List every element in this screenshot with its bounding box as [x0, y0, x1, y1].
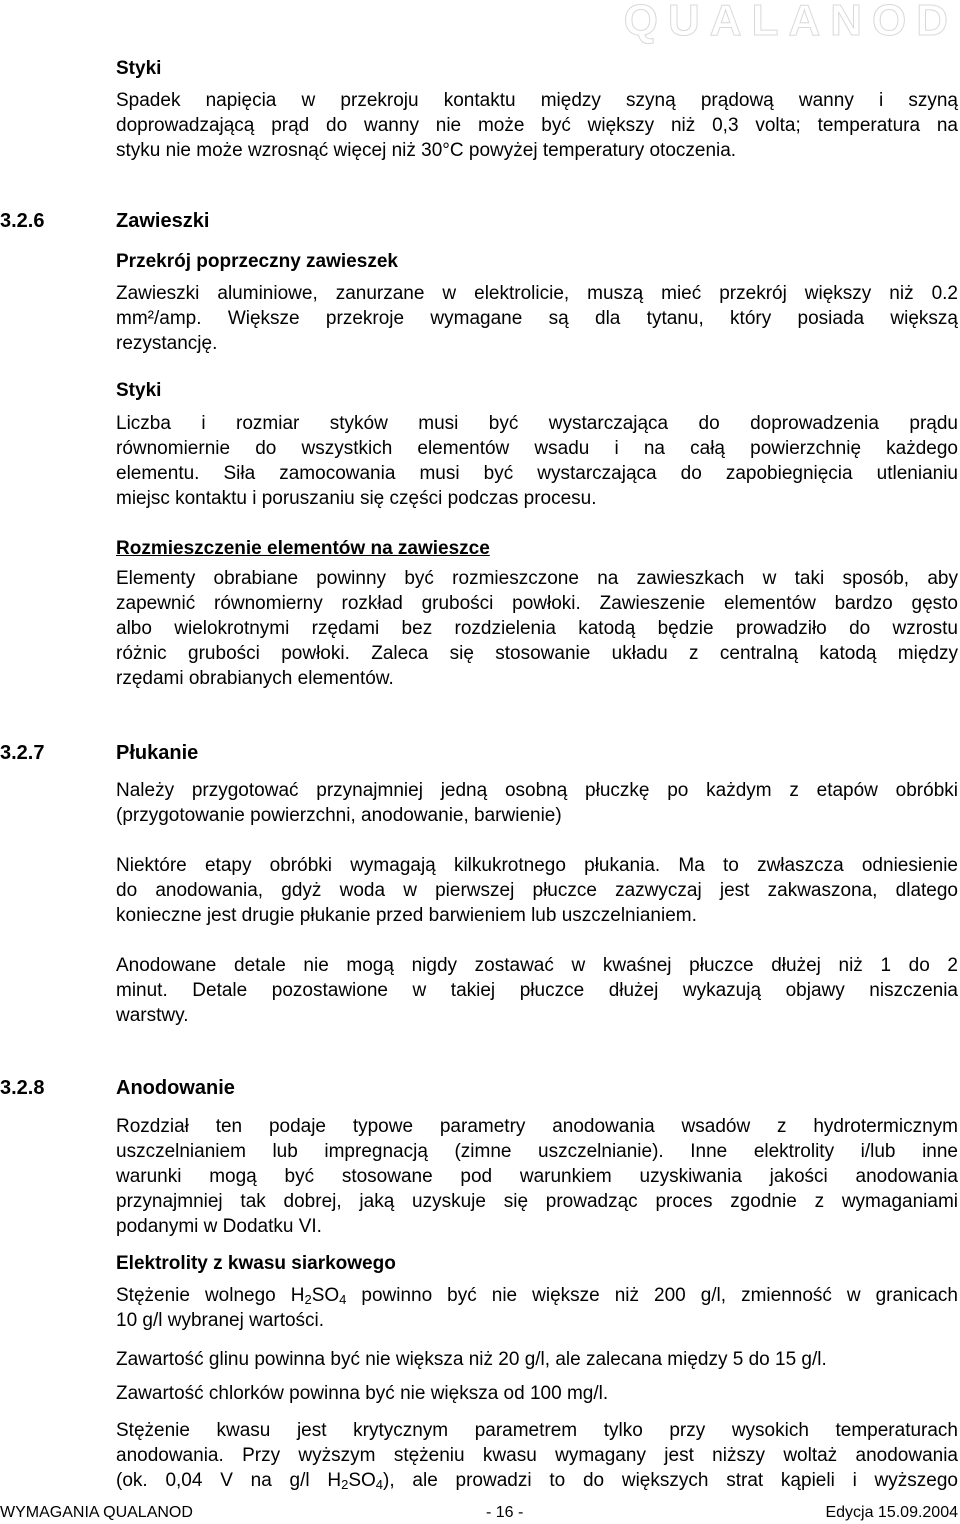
- subscript: 2: [304, 1292, 312, 1307]
- paragraph-line: Zawartość glinu powinna być nie większa niż 20 g/l, ale zalecana między 5 do 15 g/l.: [116, 1349, 827, 1370]
- styki-heading: Styki: [116, 58, 162, 79]
- paragraph-line: Niektóre etapy obróbki wymagają kilkukrotnego płukania. Ma to zwłaszcza odniesienie: [116, 855, 958, 876]
- page-footer: [0, 1502, 958, 1524]
- paragraph-line: minut. Detale pozostawione w takiej płuczce dłużej wykazują objawy niszczenia: [116, 980, 958, 1001]
- paragraph-line: elementu. Siła zamocowania musi być wystarczająca do zapobiegnięcia utlenianiu: [116, 463, 958, 484]
- section-title-plukanie: Płukanie: [116, 742, 199, 764]
- paragraph-line: styku nie może wzrosnąć więcej niż 30°C powyżej temperatury otoczenia.: [116, 140, 737, 161]
- paragraph-line: zapewnić równomierny rozkład grubości powłoki. Zawieszenie elementów bardzo gęsto: [116, 593, 958, 614]
- paragraph-line: uszczelnianiem lub impregnacją (zimne uszczelnianie). Inne elektrolity i/lub inne: [116, 1141, 958, 1162]
- section-title-anodowanie: Anodowanie: [116, 1077, 235, 1099]
- subheading-rozmieszczenie: Rozmieszczenie elementów na zawieszce: [116, 538, 490, 559]
- paragraph-line: Zawieszki aluminiowe, zanurzane w elektrolicie, muszą mieć przekrój większy niż 0.2: [116, 283, 958, 304]
- text-fragment: SO: [311, 1285, 340, 1306]
- paragraph-line: mm²/amp. Większe przekroje wymagane są dla tytanu, który posiada większą: [116, 308, 958, 329]
- paragraph-line: Anodowane detale nie mogą nigdy zostawać w kwaśnej płuczce dłużej niż 1 do 2: [116, 955, 958, 976]
- paragraph-line: Spadek napięcia w przekroju kontaktu między szyną prądową wanny i szyną: [116, 90, 958, 111]
- footer-left: WYMAGANIA QUALANOD: [0, 1504, 193, 1521]
- section-title-zawieszki: Zawieszki: [116, 210, 210, 232]
- paragraph-line: (przygotowanie powierzchni, anodowanie, barwienie): [116, 805, 562, 826]
- styki-heading-2: Styki: [116, 380, 162, 401]
- text-fragment: (ok. 0,04 V na g/l H: [116, 1470, 342, 1491]
- subscript: 2: [341, 1477, 349, 1492]
- subheading-przekroj: Przekrój poprzeczny zawieszek: [116, 251, 398, 272]
- paragraph-line: Elementy obrabiane powinny być rozmieszczone na zawieszkach w taki sposób, aby: [116, 568, 958, 589]
- section-number-328: 3.2.8: [0, 1077, 45, 1099]
- paragraph-line: doprowadzającą prąd do wanny nie może być większy niż 0,3 volta; temperatura na: [116, 115, 958, 136]
- text-fragment: SO: [348, 1470, 376, 1491]
- subheading-elektrolity: Elektrolity z kwasu siarkowego: [116, 1253, 396, 1274]
- subscript: 4: [339, 1292, 347, 1307]
- paragraph-line: Należy przygotować przynajmniej jedną osobną płuczkę po każdym z etapów obróbki: [116, 780, 958, 801]
- paragraph-line: przynajmniej tak dobrej, jaką uzyskuje się prowadząc proces zgodnie z wymaganiami: [116, 1191, 958, 1212]
- paragraph-line: konieczne jest drugie płukanie przed barwieniem lub uszczelnianiem.: [116, 905, 697, 926]
- text-fragment: Stężenie wolnego H: [116, 1285, 305, 1306]
- paragraph-line-h2so4: [116, 1283, 958, 1308]
- paragraph-line: albo wielokrotnymi rzędami bez rozdzielenia katodą będzie prowadziło do wzrostu: [116, 618, 958, 639]
- paragraph-line: rezystancję.: [116, 333, 218, 354]
- paragraph-line: do anodowania, gdyż woda w pierwszej płuczce zazwyczaj jest zakwaszona, dlatego: [116, 880, 958, 901]
- paragraph-line: 10 g/l wybranej wartości.: [116, 1310, 325, 1331]
- text-fragment: powinno być nie większe niż 200 g/l, zmienność w granicach: [346, 1285, 958, 1306]
- paragraph-line: Stężenie kwasu jest krytycznym parametrem tylko przy wysokich temperaturach: [116, 1420, 958, 1441]
- paragraph-line: różnic grubości powłoki. Zaleca się stosowanie układu z centralną katodą między: [116, 643, 958, 664]
- paragraph-line: warstwy.: [116, 1005, 189, 1026]
- paragraph-line: anodowania. Przy wyższym stężeniu kwasu wymagany jest niższy woltaż anodowania: [116, 1445, 958, 1466]
- paragraph-line: równomiernie do wszystkich elementów wsadu i na całą powierzchnię każdego: [116, 438, 958, 459]
- paragraph-line: Liczba i rozmiar styków musi być wystarczająca do doprowadzenia prądu: [116, 413, 958, 434]
- footer-edition: Edycja 15.09.2004: [825, 1504, 958, 1521]
- qualanod-watermark: QUALANOD: [623, 0, 958, 45]
- section-number-326: 3.2.6: [0, 210, 45, 232]
- paragraph-line: Zawartość chlorków powinna być nie większa od 100 mg/l.: [116, 1383, 609, 1404]
- paragraph-line: podanymi w Dodatku VI.: [116, 1216, 322, 1237]
- text-fragment: ), ale prowadzi to do większych strat kąpieli i wyższego: [383, 1470, 958, 1491]
- section-number-327: 3.2.7: [0, 742, 45, 764]
- paragraph-line: Rozdział ten podaje typowe parametry anodowania wsadów z hydrotermicznym: [116, 1116, 958, 1137]
- page-number: - 16 -: [486, 1504, 524, 1521]
- subscript: 4: [375, 1477, 384, 1492]
- paragraph-line: miejsc kontaktu i poruszaniu się części podczas procesu.: [116, 488, 597, 509]
- paragraph-line: rzędami obrabianych elementów.: [116, 668, 394, 689]
- paragraph-line: warunki mogą być stosowane pod warunkiem uzyskiwania jakości anodowania: [116, 1166, 958, 1187]
- paragraph-line-h2so4-2: [116, 1468, 958, 1493]
